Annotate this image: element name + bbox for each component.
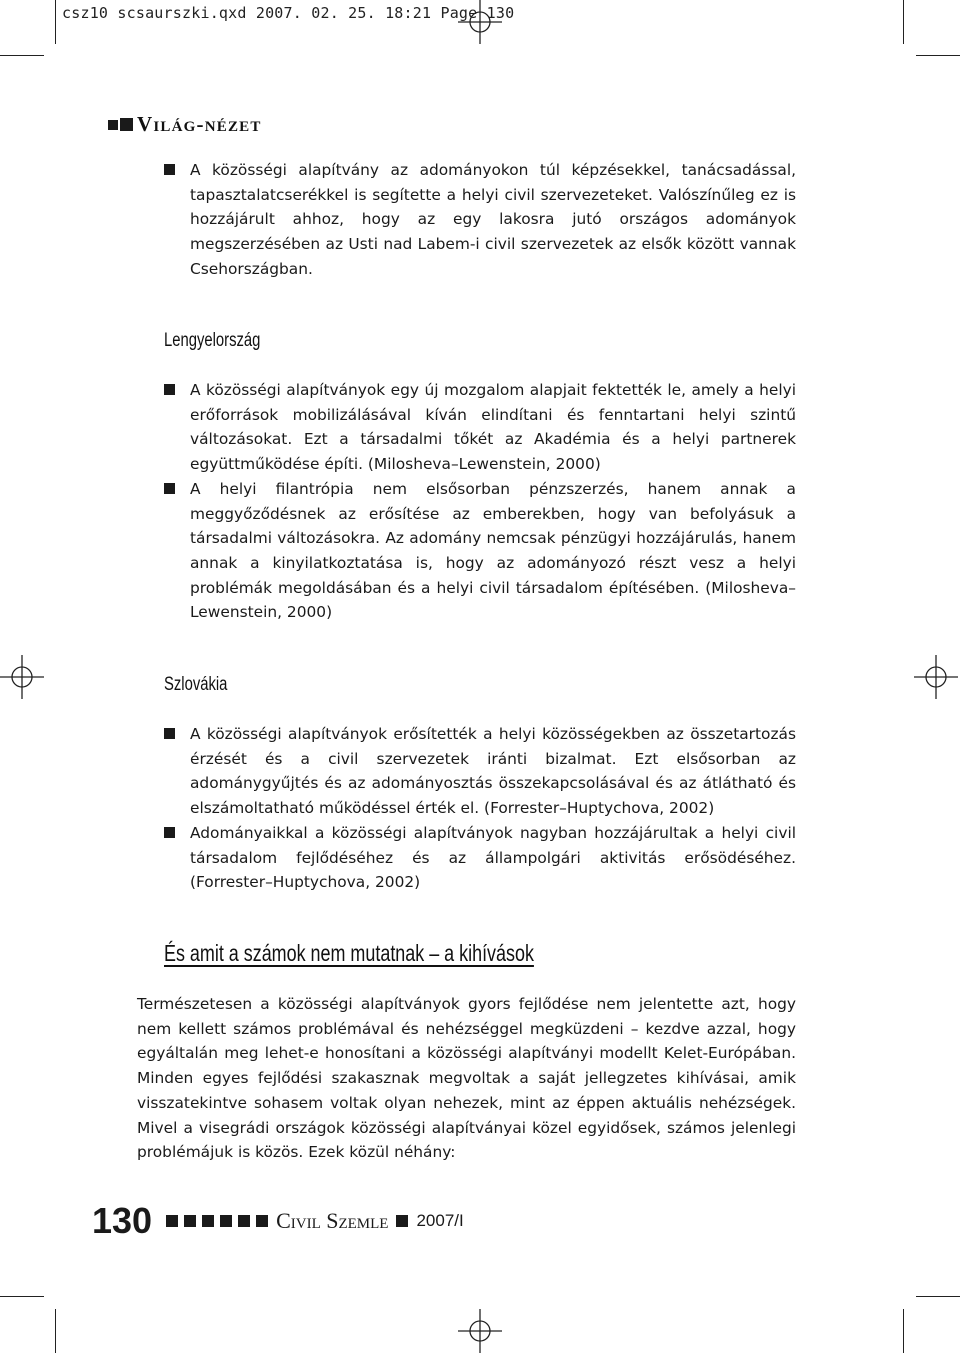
- list-item: [164, 378, 796, 477]
- slovakia-list: [164, 722, 796, 895]
- crop-mark: [903, 1309, 904, 1353]
- slug-line: csz10 scsaurszki.qxd 2007. 02. 25. 18:21 Page 130: [62, 4, 515, 22]
- square-bullet-icon: [164, 728, 175, 739]
- page-footer: [92, 1200, 464, 1242]
- square-bullet-icon: [120, 118, 133, 131]
- registration-mark-icon: [914, 655, 958, 699]
- square-bullet-icon: [238, 1215, 250, 1227]
- section-title: Világ-nézet: [137, 112, 262, 136]
- square-bullet-icon: [164, 827, 175, 838]
- square-bullet-icon: [396, 1215, 408, 1227]
- challenges-block: [137, 992, 796, 1165]
- registration-mark-icon: [458, 0, 502, 44]
- square-bullet-icon: [108, 120, 118, 130]
- square-bullet-icon: [166, 1215, 178, 1227]
- list-item: [164, 158, 796, 282]
- body-paragraph: Természetesen a közösségi alapítványok gyors fejlődése nem jelentette azt, hogy nem kellett számos problémával és nehézséggel megküzdeni – kezdve azzal, hogy egyáltalán meg lehet-e honosítani a közösségi alapítványi modellt Kelet-Európában. Minden egyes fejlődési szakasznak megvoltak a saját jellegzetes kihívásai, amik visszatekintve sohasem voltak olyan nehezek, mint az éppen aktuális nehézségek. Mivel a visegrádi országok közösségi alapítványai közel egyidősek, számos jelenlegi problémájuk is közös. Ezek közül néhány:: [137, 995, 796, 1162]
- section-header: [108, 112, 262, 137]
- crop-mark: [903, 0, 904, 44]
- crop-mark: [55, 0, 56, 44]
- crop-mark: [916, 55, 960, 56]
- page-number: 130: [92, 1200, 153, 1241]
- crop-mark: [0, 1296, 44, 1297]
- intro-block: [164, 158, 796, 282]
- subheading-poland: Lengyelország: [164, 330, 261, 351]
- list-item-text: A közösségi alapítványok egy új mozgalom alapjait fektették le, amely a helyi erőforrások mobilizálásával kíván elindítani és fenntartani helyi szintű változásokat. Ezt a társadalmi tőkét az Akadémia és a helyi partnerek együttműködése építi. (Milosheva–Lewenstein, 2000): [190, 381, 796, 474]
- square-bullet-icon: [164, 164, 175, 175]
- subheading-slovakia: Szlovákia: [164, 674, 228, 695]
- journal-name: Civil Szemle: [276, 1208, 389, 1233]
- list-item-text: A helyi filantrópia nem elsősorban pénzszerzés, hanem annak a meggyőződésnek az erősítése az emberekben, hogy van befolyásuk a társadalmi változásokra. Az adomány nemcsak pénzügyi hozzájárulás, hanem annak a kinyilatkoztatása is, hogy az adományozó részt vesz a helyi problémák megoldásában és a helyi civil társadalom építésében. (Milosheva–Lewenstein, 2000): [190, 479, 796, 622]
- square-bullet-icon: [164, 384, 175, 395]
- list-item: [164, 722, 796, 821]
- poland-list: [164, 378, 796, 625]
- registration-mark-icon: [458, 1309, 502, 1353]
- list-item-text: Adományaikkal a közösségi alapítványok nagyban hozzájárultak a helyi civil társadalom fejlődéséhez és az állampolgári aktivitás erősödéséhez. (Forrester–Huptychova, 2002): [190, 823, 796, 892]
- journal-issue: 2007/I: [416, 1211, 464, 1230]
- square-bullet-icon: [184, 1215, 196, 1227]
- list-item-text: A közösségi alapítvány az adományokon túl képzésekkel, tanácsadással, tapasztalatcserékkel is segítette a helyi civil szervezeteket. Valószínűleg ez is hozzájárult ahhoz, hogy az egy lakosra jutó országos adományok megszerzésében az Usti nad Labem-i civil szervezetek az elsők között vannak Csehországban.: [190, 161, 796, 278]
- square-bullet-icon: [256, 1215, 268, 1227]
- crop-mark: [0, 55, 44, 56]
- registration-mark-icon: [0, 655, 44, 699]
- crop-mark: [55, 1309, 56, 1353]
- square-bullet-icon: [202, 1215, 214, 1227]
- list-item-text: A közösségi alapítványok erősítették a helyi közösségekben az összetartozás érzését és a civil szervezetek iránti bizalmat. Ezt elsősorban az adománygyűjtés és az adományosztás összekapcsolásával és az átlátható és elszámoltatható működéssel érték el. (Forrester–Huptychova, 2002): [190, 725, 796, 818]
- crop-mark: [916, 1296, 960, 1297]
- square-bullet-icon: [164, 483, 175, 494]
- subheading-challenges: És amit a számok nem mutatnak – a kihívások: [164, 940, 534, 966]
- square-bullet-icon: [220, 1215, 232, 1227]
- list-item: [164, 821, 796, 895]
- list-item: [164, 477, 796, 625]
